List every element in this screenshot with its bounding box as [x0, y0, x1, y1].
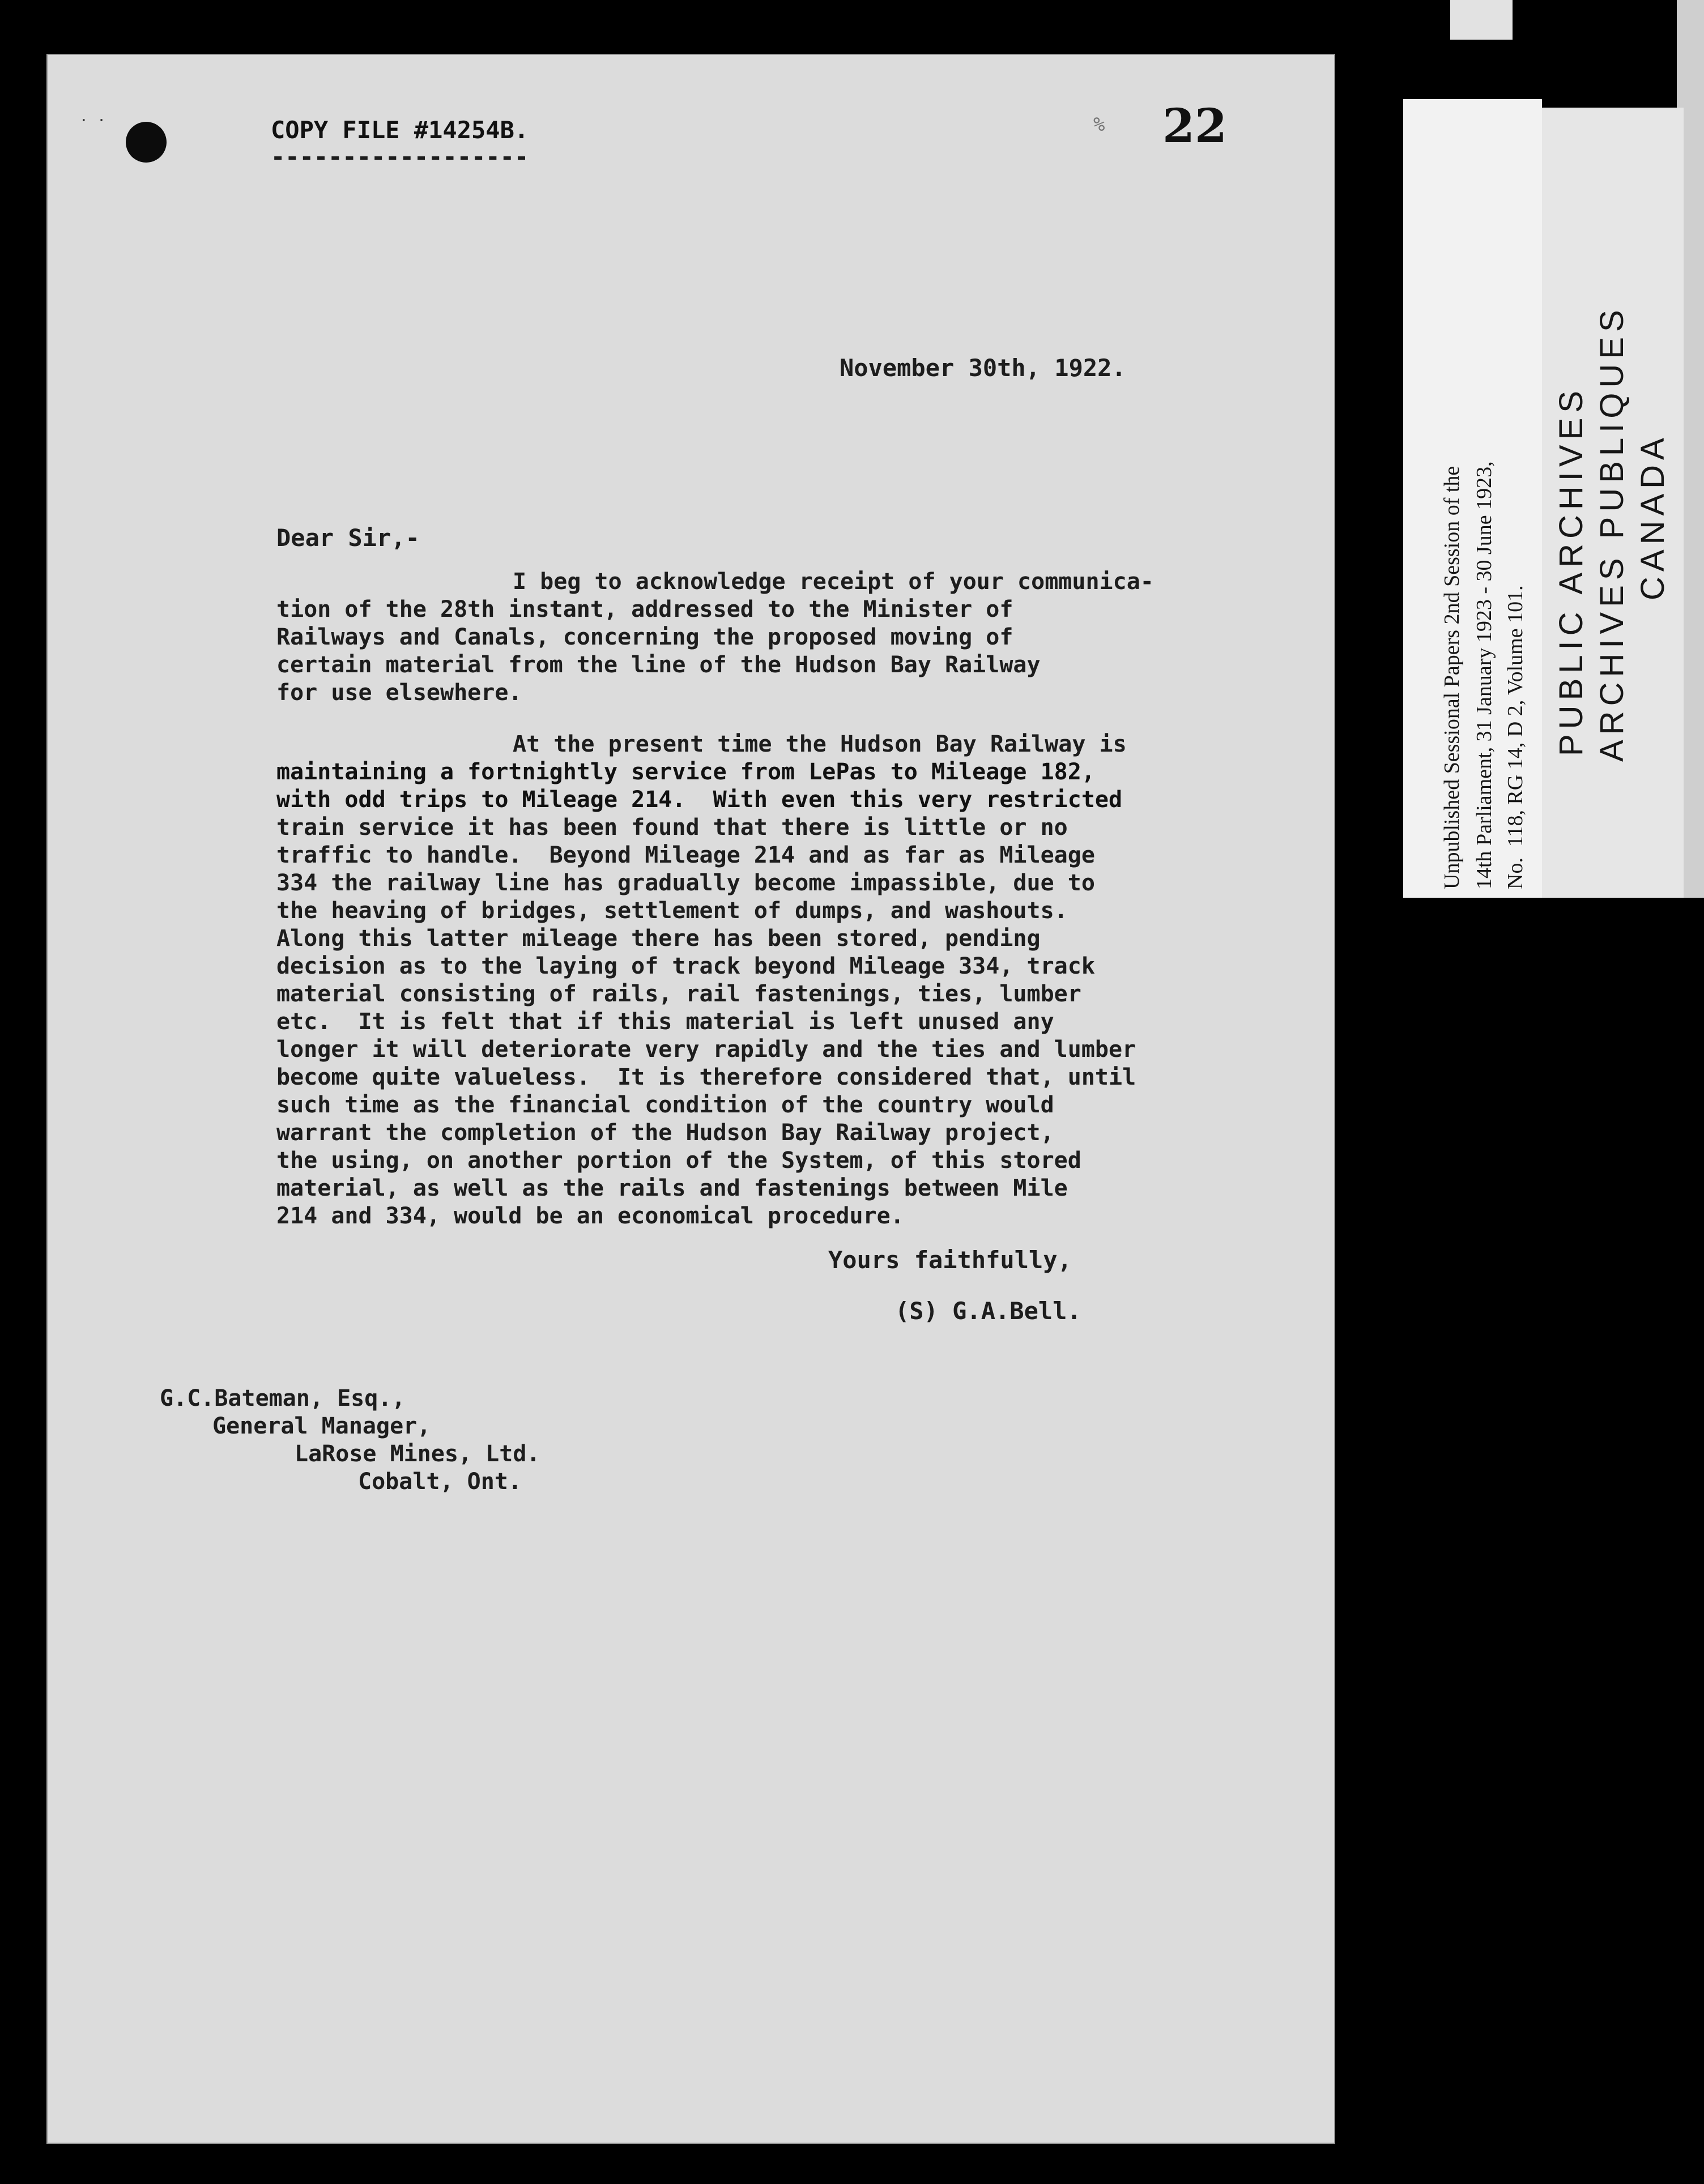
paragraph-2-line: 214 and 334, would be an economical procedure. — [276, 1203, 904, 1229]
paragraph-1-line: tion of the 28th instant, addressed to the Minister of — [276, 596, 1013, 622]
recipient-name: G.C.Bateman, Esq., — [160, 1385, 406, 1411]
paragraph-2-line: maintaining a fortnightly service from LePas to Mileage 182, — [276, 759, 1095, 785]
paragraph-2-line: become quite valueless. It is therefore considered that, until — [276, 1064, 1136, 1090]
recipient-location: Cobalt, Ont. — [358, 1469, 522, 1495]
paragraph-1-line: I beg to acknowledge receipt of your communica- — [513, 569, 1154, 595]
archive-citation-line-1: Unpublished Sessional Papers 2nd Session of the — [1440, 466, 1464, 889]
recipient-company: LaRose Mines, Ltd. — [295, 1441, 540, 1467]
paragraph-2-line: with odd trips to Mileage 214. With even this very restricted — [276, 787, 1123, 813]
page-mark: % — [1093, 113, 1105, 136]
archive-citation-line-2: 14th Parliament, 31 January 1923 - 30 June 1923, — [1472, 461, 1496, 889]
archive-citation-line-3: No. 118, RG 14, D 2, Volume 101. — [1503, 585, 1527, 889]
page-number: 22 — [1162, 99, 1228, 153]
paragraph-2-line: the heaving of bridges, settlement of dumps, and washouts. — [276, 898, 1068, 924]
paragraph-2-line: 334 the railway line has gradually become impassible, due to — [276, 870, 1095, 896]
paragraph-2-line: train service it has been found that there is little or no — [276, 814, 1068, 841]
salutation: Dear Sir,- — [276, 524, 420, 552]
paragraph-1-line: certain material from the line of the Hudson Bay Railway — [276, 652, 1041, 678]
file-reference: COPY FILE #14254B. — [271, 116, 529, 144]
archive-stamp-line-2: ARCHIVES PUBLIQUES — [1594, 305, 1630, 762]
paragraph-1-line: for use elsewhere. — [276, 680, 522, 706]
punch-hole-dots: · · — [79, 112, 106, 129]
letter-date: November 30th, 1922. — [840, 354, 1126, 382]
paragraph-2-line: Along this latter mileage there has been stored, pending — [276, 925, 1041, 952]
recipient-title: General Manager, — [212, 1413, 431, 1439]
paragraph-2-line: warrant the completion of the Hudson Bay Railway project, — [276, 1120, 1054, 1146]
paragraph-2-line: decision as to the laying of track beyond Mileage 334, track — [276, 953, 1095, 979]
paragraph-2-line: At the present time the Hudson Bay Railway is — [513, 731, 1127, 757]
archive-top-tab — [1450, 0, 1513, 40]
archive-stamp-line-3: CANADA — [1634, 433, 1671, 600]
file-reference-underline: ------------------ — [271, 143, 529, 170]
paragraph-2-line: longer it will deteriorate very rapidly and the ties and lumber — [276, 1036, 1136, 1063]
paragraph-1-line: Railways and Canals, concerning the proposed moving of — [276, 624, 1013, 650]
signature: (S) G.A.Bell. — [895, 1297, 1081, 1325]
paragraph-2-line: traffic to handle. Beyond Mileage 214 and as far as Mileage — [276, 842, 1095, 868]
paragraph-2-line: etc. It is felt that if this material is left unused any — [276, 1009, 1054, 1035]
archive-stamp-line-1: PUBLIC ARCHIVES — [1553, 386, 1590, 756]
paragraph-2-line: material consisting of rails, rail fastenings, ties, lumber — [276, 981, 1081, 1007]
paragraph-2-line: such time as the financial condition of the country would — [276, 1092, 1054, 1118]
paragraph-2-line: material, as well as the rails and fastenings between Mile — [276, 1175, 1068, 1201]
paragraph-2-line: the using, on another portion of the System, of this stored — [276, 1148, 1081, 1174]
punch-hole — [126, 122, 167, 163]
closing: Yours faithfully, — [828, 1246, 1072, 1274]
